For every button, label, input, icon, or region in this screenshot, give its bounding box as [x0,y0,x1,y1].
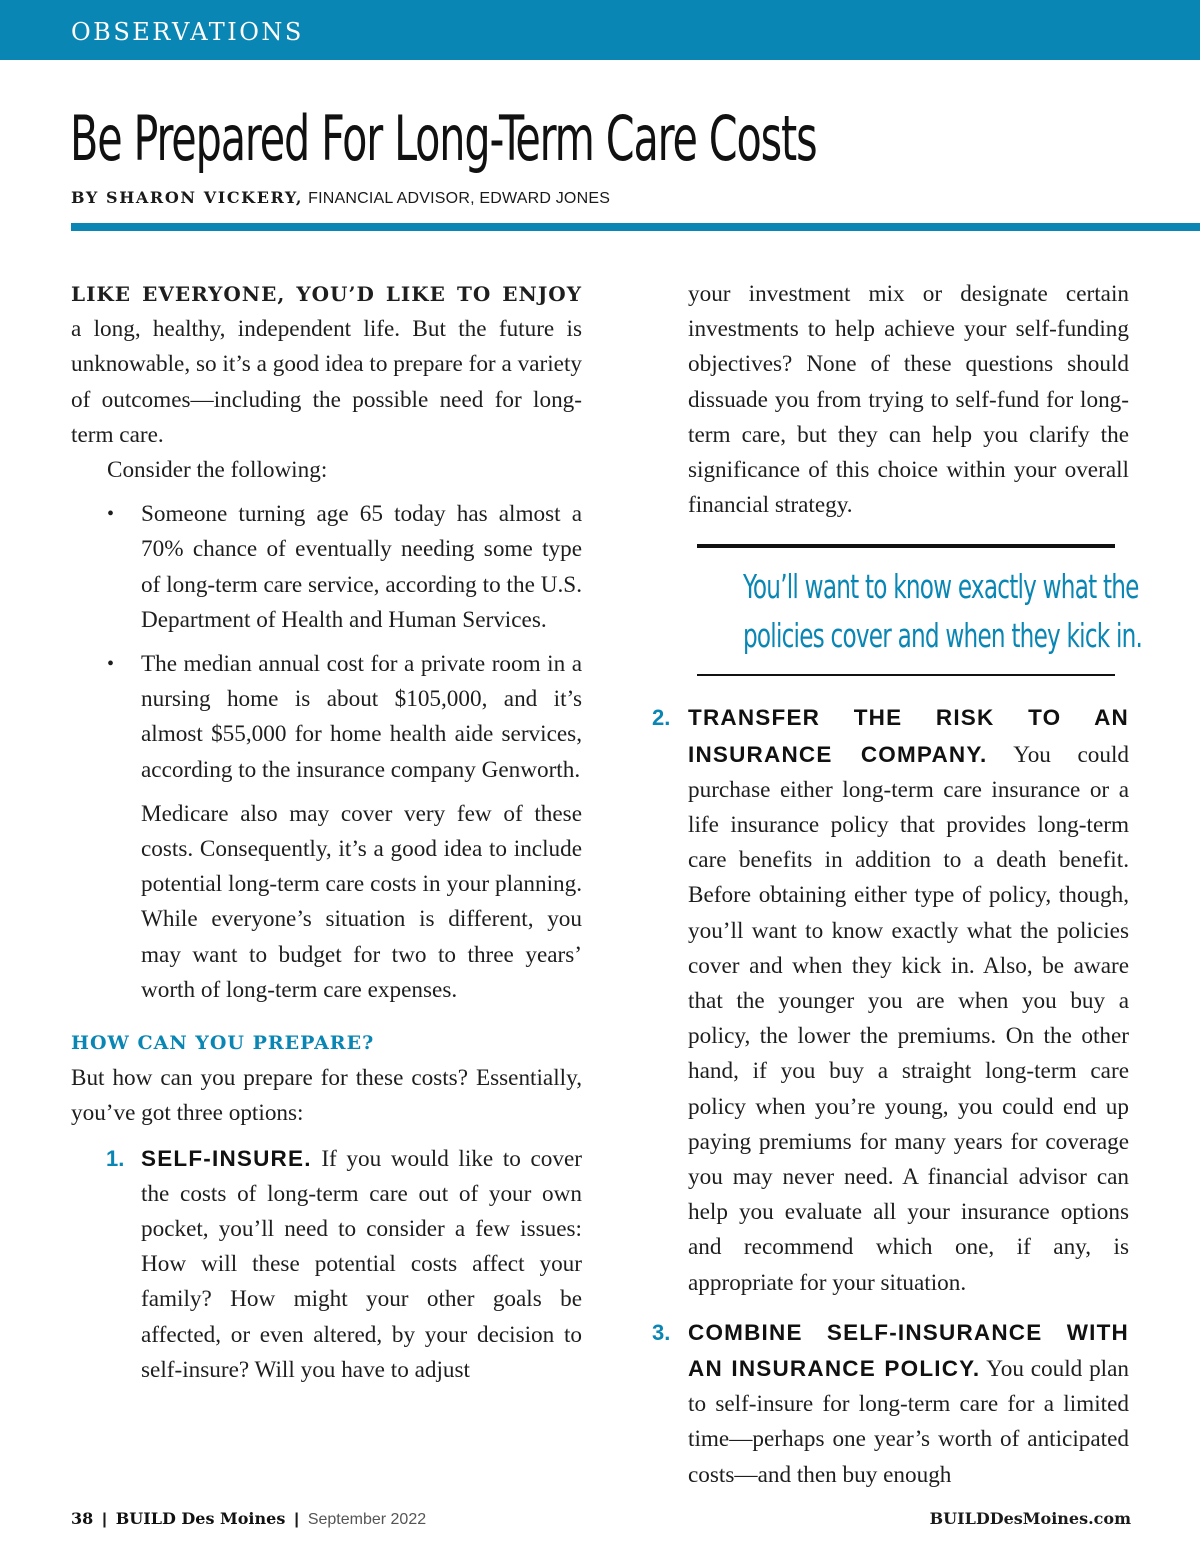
item-1-continued: your investment mix or designate certain investments to help achieve your self-funding objectives? None of these questions should dissuade you from trying to self-fund for long-term care, but they can help you clarify the significance of this choice within your overall financial strategy. [688,281,1129,519]
item-number: 1. [106,1145,125,1171]
item-heading: COMBINE SELF-INSURANCE WITH AN INSURANCE POLICY. [688,1319,1129,1382]
item-heading: SELF-INSURE. [141,1145,312,1171]
item-text: You could plan to self-insure for long-term care for a limited time—perhaps one year’s worth of anticipated costs—and then buy enough [688,1356,1129,1488]
pull-quote-line: You’ll want to know exactly what the [742,567,1139,607]
title-divider [71,223,1200,231]
pull-quote-line: policies cover and when they kick in. [742,616,1143,656]
byline [71,190,610,207]
left-column [71,277,582,1388]
lead-caps: LIKE EVERYONE, YOU’D LIKE TO ENJOY [71,282,582,306]
website-link[interactable]: BUILDDesMoines.com [929,1509,1131,1528]
item-number: 3. [652,1319,671,1345]
lead-paragraph [71,277,582,453]
byline-author: BY SHARON VICKERY, [71,188,304,207]
item-text: You could purchase either long-term care insurance or a life insurance policy that provides long-term care benefits in addition to a death benefit. Before obtaining either type of policy, though, you’ll want to know exactly what the policies cover and when they kick in. Also, be aware that the younger you are when you buy a policy, the lower the premiums. On the other hand, if you buy a straight long-term care policy when you’re young, you could end up paying premiums for many years for coverage you may never need. A financial advisor can help you evaluate all your insurance options and recommend which one, if any, is appropriate for your situation. [688,741,1129,1296]
right-column [652,277,1143,1493]
statistics-list [71,497,582,788]
options-intro: But how can you prepare for these costs? Essentially, you’ve got three options: [71,1065,582,1127]
footer-left [71,1509,426,1530]
publication-name: BUILD Des Moines [115,1509,286,1528]
subheading: HOW CAN YOU PREPARE? [71,1032,375,1055]
list-item: • The median annual cost for a private room in a nursing home is about $105,000, and it’s almost $55,000 for home health aide services, according to the insurance company Genworth. [71,647,582,788]
footer-separator: | [102,1511,107,1528]
byline-role: FINANCIAL ADVISOR, EDWARD JONES [308,190,611,207]
item-text: If you would like to cover the costs of long-term care out of your own pocket, you’ll need to consider a few issues: How will these potential costs affect your family? How might your other goals be affected, or even altered, by your decision to self-insure? Will you have to adjust [141,1145,582,1383]
option-item-1 [71,1141,582,1388]
section-label: OBSERVATIONS [71,18,304,46]
issue-date: September 2022 [307,1511,427,1528]
pull-quote [697,544,1143,676]
item-heading: TRANSFER THE RISK TO AN INSURANCE COMPANY. [688,705,1129,767]
option-item-3 [652,1315,1129,1493]
medicare-paragraph: Medicare also may cover very few of these costs. Consequently, it’s a good idea to include potential long-term care costs in your planning. While everyone’s situation is different, you may want to budget for two to three years’ worth of long-term care expenses. [141,800,582,1003]
footer-separator: | [294,1511,299,1528]
option-item-2 [652,700,1129,1300]
article-title: Be Prepared For Long-Term Care Costs [70,102,817,175]
lead-text: a long, healthy, independent life. But the future is unknowable, so it’s a good idea to prepare for a variety of outcomes—including the possible need for long-term care. [71,316,582,448]
list-item: • Someone turning age 65 today has almost a 70% chance of eventually needing some type of long-term care service, according to the U.S. Department of Health and Human Services. [71,497,582,638]
item-number: 2. [652,705,671,731]
page-number: 38 [71,1509,94,1528]
consider-line: Consider the following: [107,457,328,484]
section-header-bar [0,0,1200,60]
